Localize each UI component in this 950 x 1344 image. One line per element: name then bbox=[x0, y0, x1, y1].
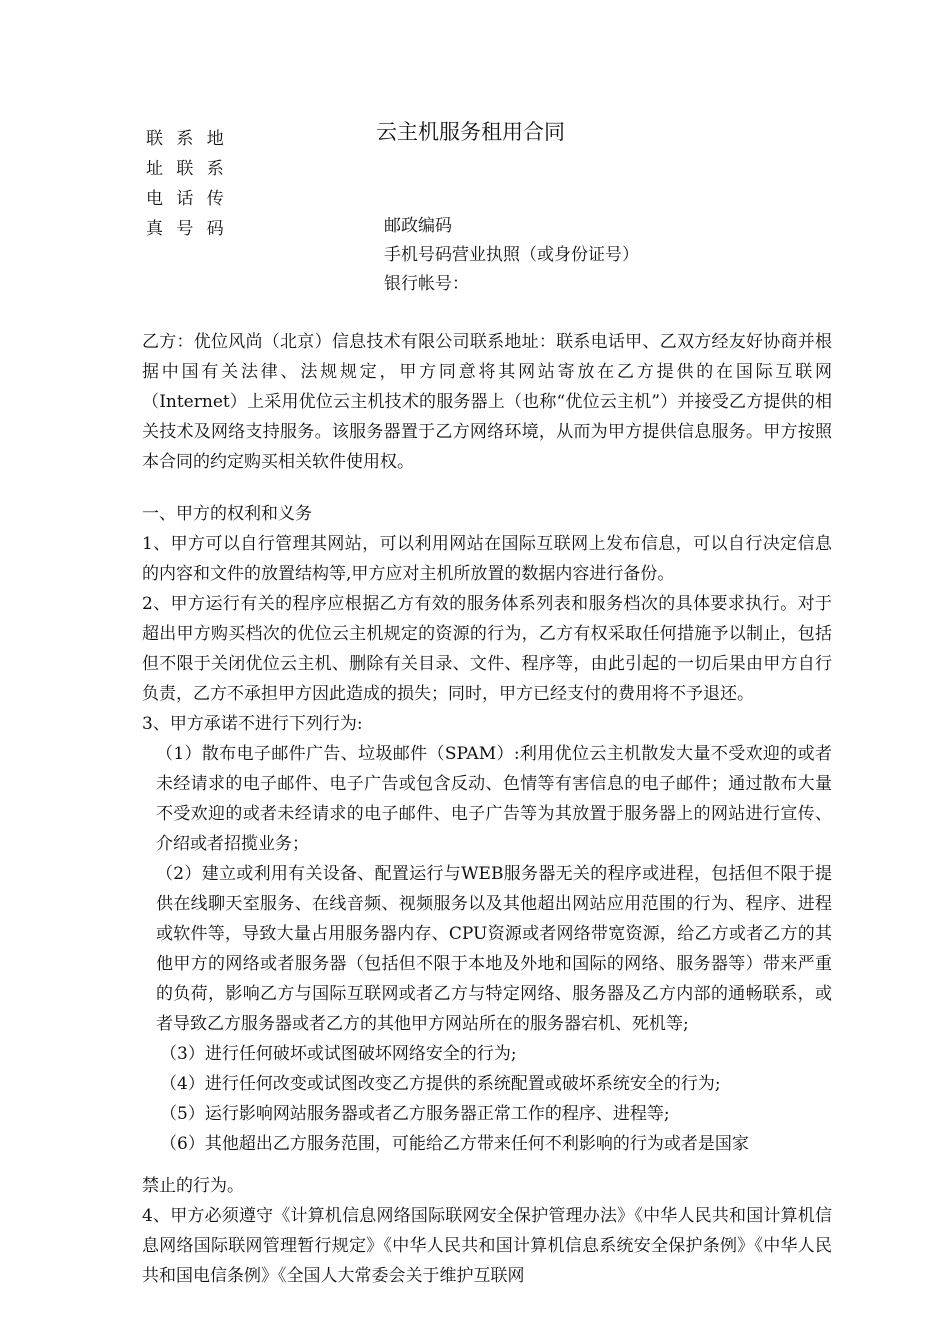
clause-3-item-5: （5）运行影响网站服务器或者乙方服务器正常工作的程序、进程等; bbox=[160, 1104, 670, 1124]
clause-3-item-4: （4）进行任何改变或试图改变乙方提供的系统配置或破坏系统安全的行为; bbox=[160, 1074, 721, 1094]
contact-label-line: 电 话 传 bbox=[146, 189, 228, 209]
clause-3: 3、甲方承诺不进行下列行为: bbox=[142, 714, 363, 734]
contact-fields bbox=[384, 212, 639, 299]
clause-3-item-3: （3）进行任何破坏或试图破坏网络安全的行为; bbox=[160, 1044, 517, 1064]
clause-1: 1、甲方可以自行管理其网站，可以利用网站在国际互联网上发布信息，可以自行决定信息的内容和文件的放置结构等,甲方应对主机所放置的数据内容进行备份。 bbox=[142, 534, 832, 584]
clause-3-item-2: （2）建立或利用有关设备、配置运行与WEB服务器无关的程序或进程，包括但不限于提供在线聊天室服务、在线音频、视频服务以及其他超出网站应用范围的行为、程序、进程或软件等，导致大量占用服务器内存、CPU资源或者网络带宽资源，给乙方或者乙方的其他甲方的网络或者服务器（包括但不限于本地及外地和国际的网络、服务器等）带来严重的负荷，影响乙方与国际互联网或者乙方与特定网络、服务器及乙方内部的通畅联系，或者导致乙方服务器或者乙方的其他甲方网站所在的服务器宕机、死机等; bbox=[156, 864, 832, 1034]
document-title: 云主机服务租用合同 bbox=[376, 120, 565, 144]
clause-3-item-6: （6）其他超出乙方服务范围，可能给乙方带来任何不利影响的行为或者是国家 bbox=[160, 1134, 749, 1154]
clause-3-item-1: （1）散布电子邮件广告、垃圾邮件（SPAM）:利用优位云主机散发大量不受欢迎的或者未经请求的电子邮件、电子广告或包含反动、色情等有害信息的电子邮件；通过散布大量不受欢迎的或者未经请求的电子邮件、电子广告等为其放置于服务器上的网站进行宣传、介绍或者招揽业务； bbox=[156, 744, 832, 854]
contact-labels bbox=[146, 124, 236, 244]
section-heading: 一、甲方的权利和义务 bbox=[142, 504, 312, 524]
intro-paragraph: 乙方：优位风尚（北京）信息技术有限公司联系地址：联系电话甲、乙双方经友好协商并根据中国有关法律、法规规定，甲方同意将其网站寄放在乙方提供的在国际互联网（Internet）上采用优位云主机技术的服务器上（也称“优位云主机”）并接受乙方提供的相关技术及网络支持服务。该服务器置于乙方网络环境，从而为甲方提供信息服务。甲方按照本合同的约定购买相关软件使用权。 bbox=[142, 332, 832, 472]
contact-label-line: 真 号 码 bbox=[146, 219, 228, 239]
phone-license-label: 手机号码营业执照（或身份证号） bbox=[384, 245, 639, 265]
bank-account-label: 银行帐号： bbox=[384, 274, 469, 294]
contract-body bbox=[142, 327, 832, 1291]
clause-2: 2、甲方运行有关的程序应根据乙方有效的服务体系列表和服务档次的具体要求执行。对于超出甲方购买档次的优位云主机规定的资源的行为，乙方有权采取任何措施予以制止，包括但不限于关闭优位云主机、删除有关目录、文件、程序等，由此引起的一切后果由甲方自行负责，乙方不承担甲方因此造成的损失；同时，甲方已经支付的费用将不予退还。 bbox=[142, 594, 832, 704]
clause-4: 4、甲方必须遵守《计算机信息网络国际联网安全保护管理办法》《中华人民共和国计算机信息网络国际联网管理暂行规定》《中华人民共和国计算机信息系统安全保护条例》《中华人民共和国电信条例》《全国人大常委会关于维护互联网 bbox=[142, 1206, 832, 1286]
postal-code-label: 邮政编码 bbox=[384, 216, 452, 236]
clause-3-item-6-tail: 禁止的行为。 bbox=[142, 1176, 244, 1196]
contact-label-line: 址 联 系 bbox=[146, 159, 228, 179]
contact-label-line: 联 系 地 bbox=[146, 129, 228, 149]
